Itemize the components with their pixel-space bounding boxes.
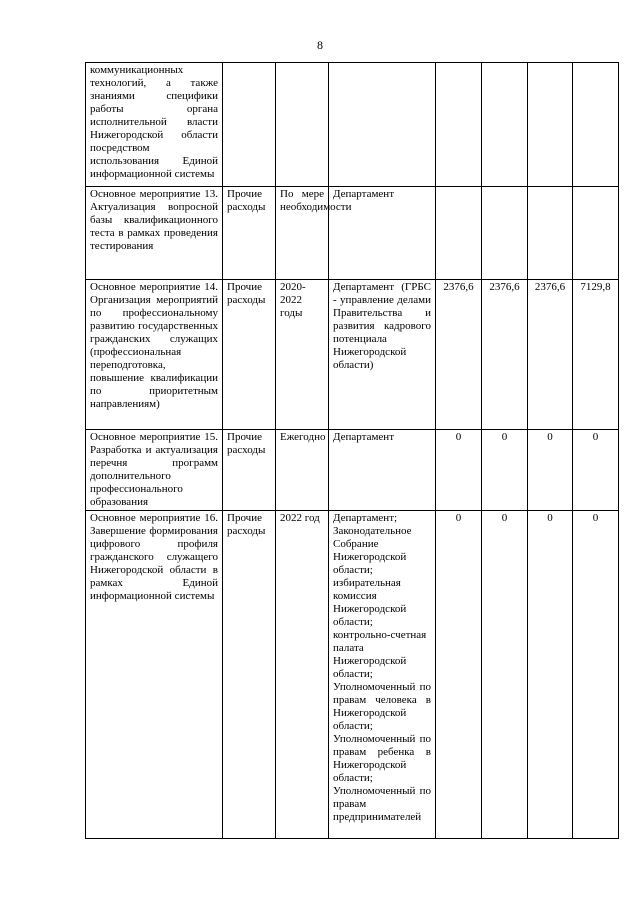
activities-table [85,62,619,839]
amount-2021-cell: 2376,6 [482,280,528,430]
activity-description-cell: Основное мероприятие 14. Организация мероприятий по профессиональному развитию государственных гражданских служащих (профессиональная переподготовка, повышение квалификации по приоритетным направлениям) [86,280,223,430]
funding-source-cell: Прочие расходы [223,511,276,839]
amount-2021-cell: 0 [482,511,528,839]
funding-source-cell: Прочие расходы [223,430,276,511]
funding-source-cell [223,63,276,187]
amount-total-cell [573,187,619,280]
amount-total-cell: 0 [573,511,619,839]
executor-cell [329,63,436,187]
amount-2020-cell [436,187,482,280]
period-cell: 2020-2022 годы [276,280,329,430]
executor-cell: Департамент; Законодательное Собрание Нижегородской области; избирательная комиссия Нижегородской области; контрольно-счетная палата Нижегородской области; Уполномоченный по правам человека в Нижегородской области; Уполномоченный по правам ребенка в Нижегородской области; Уполномоченный по правам предпринимателей [329,511,436,839]
amount-2020-cell [436,63,482,187]
amount-2020-cell: 2376,6 [436,280,482,430]
activity-description-cell: Основное мероприятие 16. Завершение формирования цифрового профиля гражданского служащего Нижегородской области в рамках Единой информационной системы [86,511,223,839]
amount-total-cell: 0 [573,430,619,511]
funding-source-cell: Прочие расходы [223,280,276,430]
amount-2022-cell [528,187,573,280]
amount-2020-cell: 0 [436,430,482,511]
period-cell [276,63,329,187]
amount-2021-cell: 0 [482,430,528,511]
amount-2022-cell: 0 [528,511,573,839]
executor-cell: Департамент [329,187,436,280]
period-cell: Ежегодно [276,430,329,511]
amount-2022-cell [528,63,573,187]
table-row [86,187,619,280]
amount-total-cell: 7129,8 [573,280,619,430]
amount-2020-cell: 0 [436,511,482,839]
table-row [86,63,619,187]
amount-2021-cell [482,187,528,280]
funding-source-cell: Прочие расходы [223,187,276,280]
period-cell: 2022 год [276,511,329,839]
executor-cell: Департамент (ГРБС - управление делами Правительства и развития кадрового потенциала Нижегородской области) [329,280,436,430]
activity-description-cell: коммуникационных технологий, а также знаниями специфики работы органа исполнительной власти Нижегородской области посредством использования Единой информационной системы [86,63,223,187]
page-number: 8 [317,38,323,52]
table-row [86,280,619,430]
table-row [86,511,619,839]
activity-description-cell: Основное мероприятие 13. Актуализация вопросной базы квалификационного теста в рамках проведения тестирования [86,187,223,280]
amount-total-cell [573,63,619,187]
activity-description-cell: Основное мероприятие 15. Разработка и актуализация перечня программ дополнительного профессионального образования [86,430,223,511]
period-cell: По мере необходимости [276,187,329,280]
amount-2022-cell: 2376,6 [528,280,573,430]
amount-2021-cell [482,63,528,187]
executor-cell: Департамент [329,430,436,511]
table-row [86,430,619,511]
amount-2022-cell: 0 [528,430,573,511]
